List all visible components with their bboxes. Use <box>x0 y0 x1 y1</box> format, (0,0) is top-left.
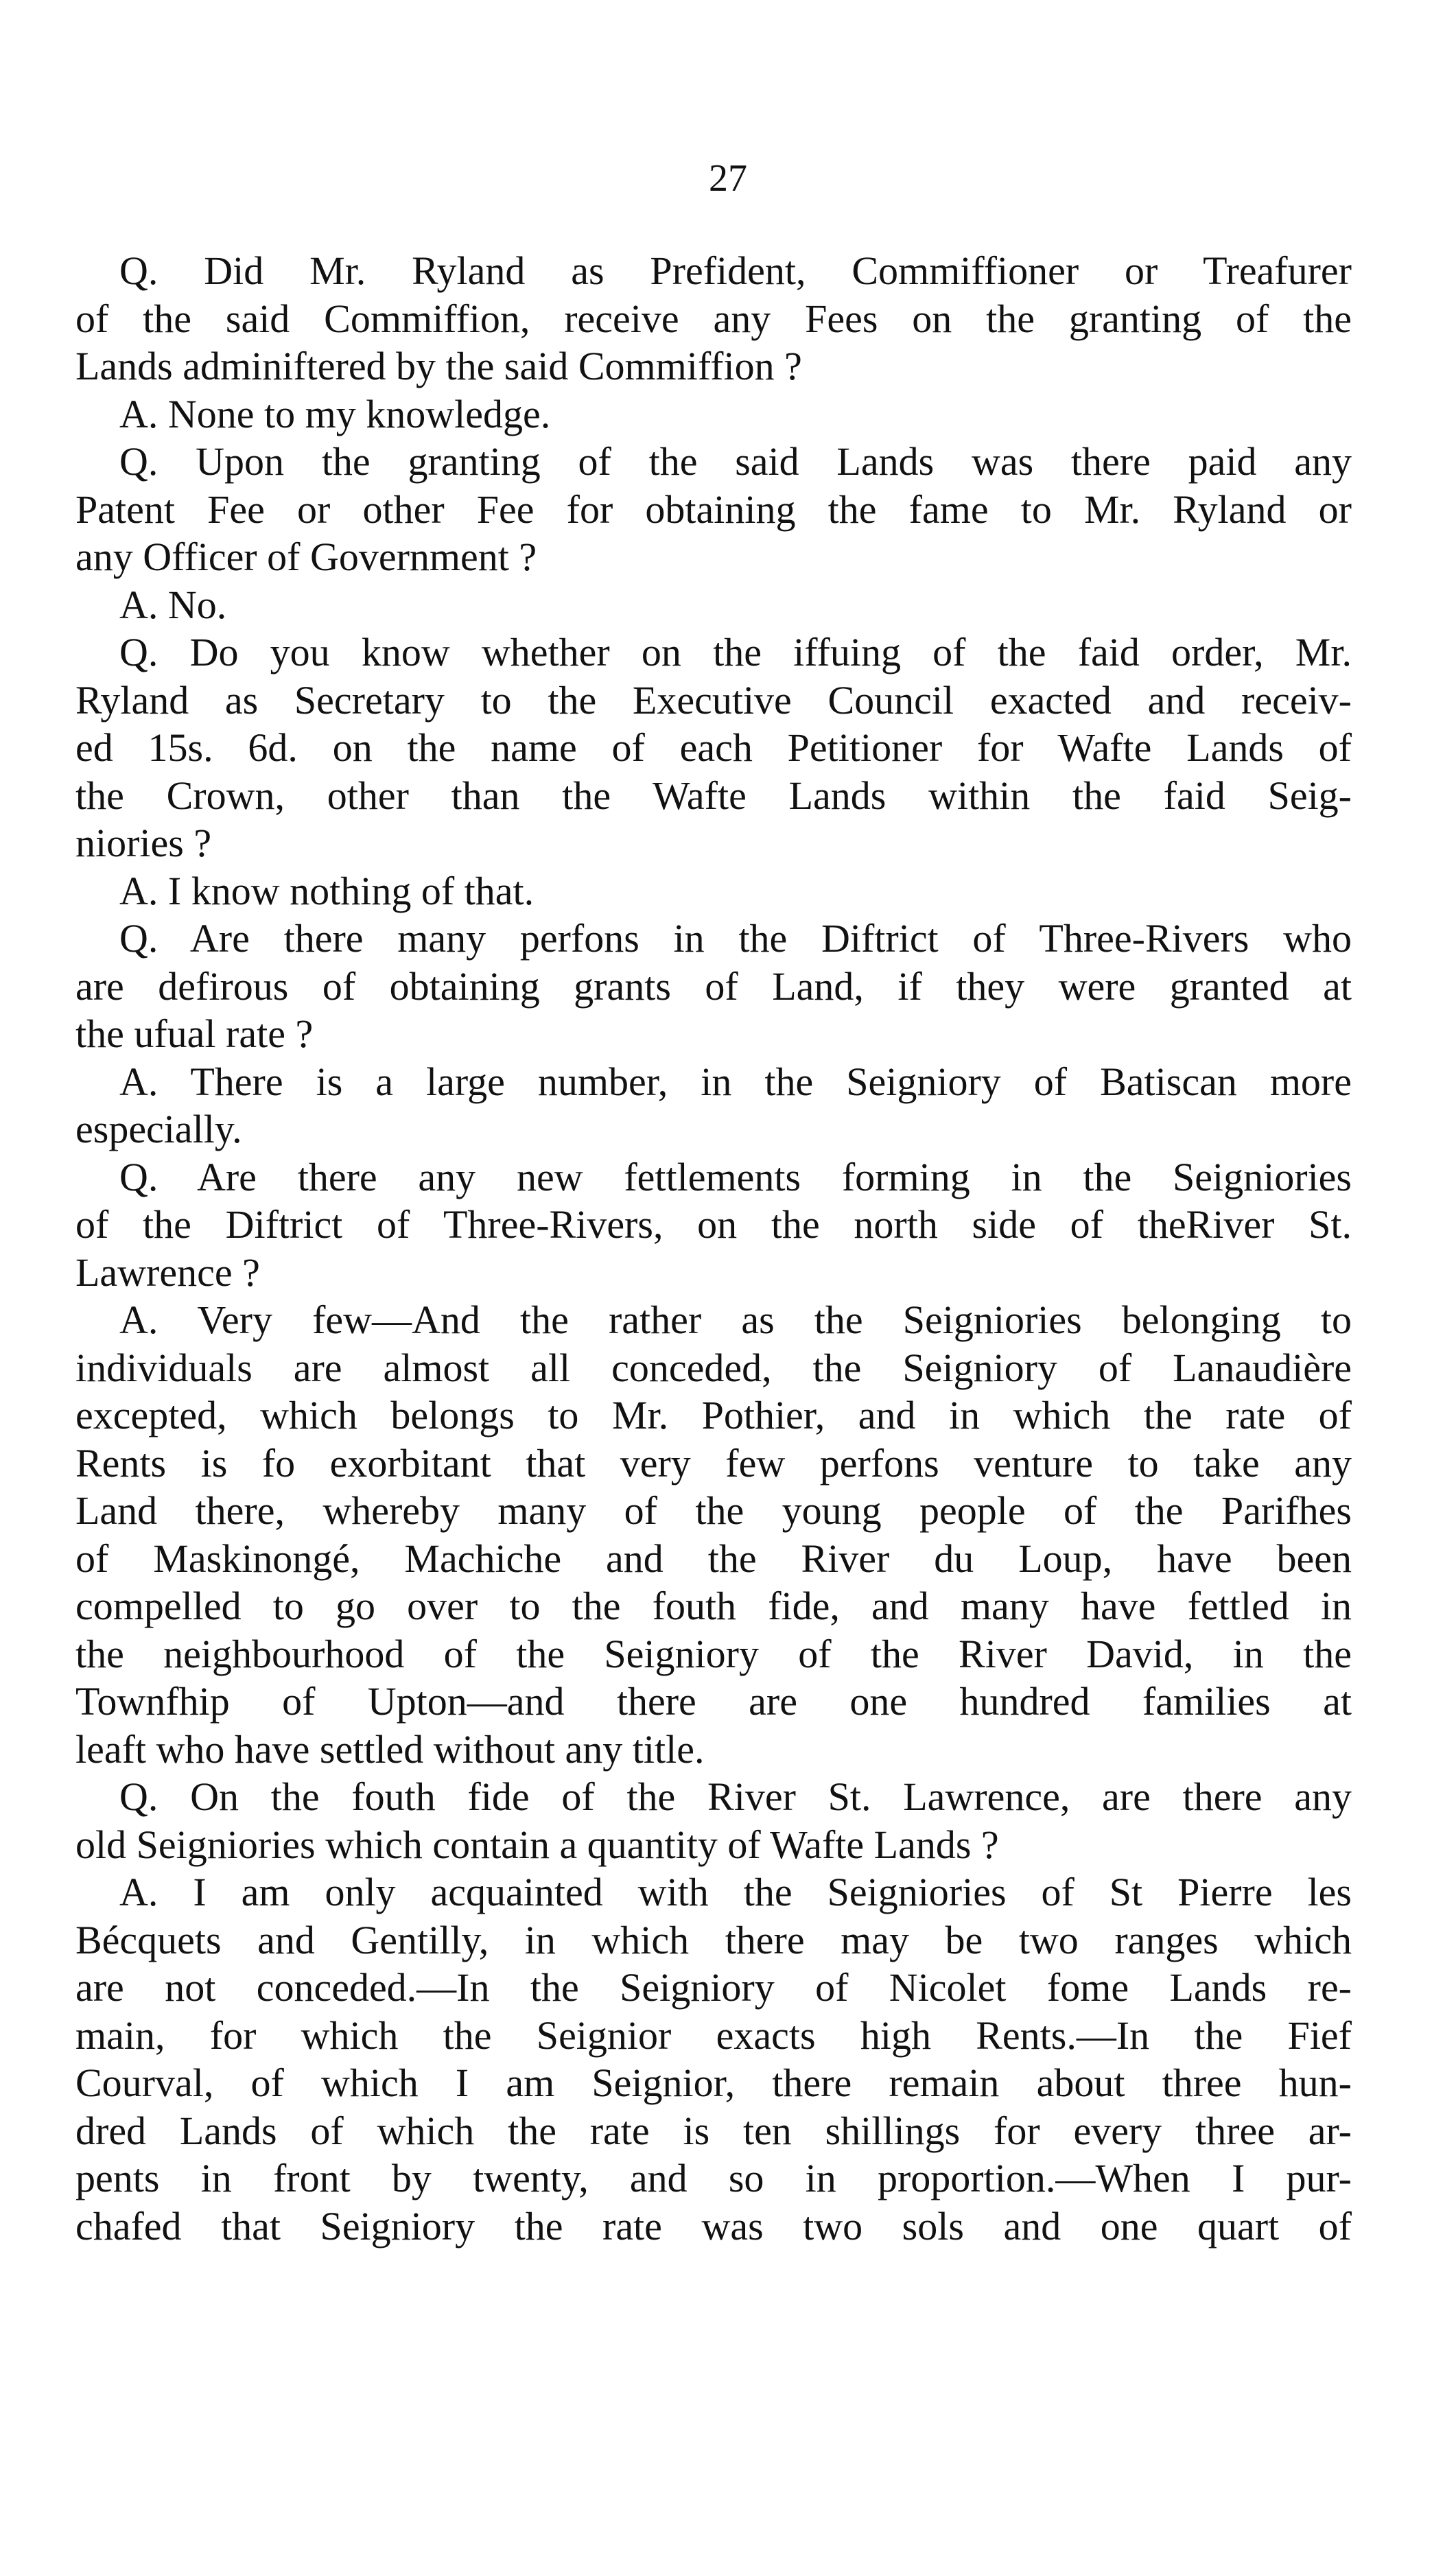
text-line: Townfhip of Upton—and there are one hundred families at <box>75 1679 1352 1724</box>
text-line: chafed that Seigniory the rate was two sols and one quart of <box>75 2203 1352 2248</box>
text-line: Bécquets and Gentilly, in which there may be two ranges which <box>75 1917 1352 1962</box>
text-line: Q. On the fouth fide of the River St. Lawrence, are there any <box>119 1774 1352 1819</box>
text-line: any Officer of Government ? <box>75 535 537 579</box>
page-number: 27 <box>709 157 747 200</box>
text-line: pents in front by twenty, and so in proportion.—When I pur- <box>75 2156 1352 2200</box>
text-line: main, for which the Seignior exacts high Rents.—In the Fief <box>75 2012 1352 2058</box>
text-line: individuals are almost all conceded, the Seigniory of Lanaudière <box>75 1345 1352 1390</box>
text-line: dred Lands of which the rate is ten shillings for every three ar- <box>75 2108 1352 2153</box>
text-line: the Crown, other than the Wafte Lands within the faid Seig- <box>75 773 1352 818</box>
text-line: the neighbourhood of the Seigniory of the River David, in the <box>75 1631 1352 1676</box>
text-line: A. I am only acquainted with the Seigniories of St Pierre les <box>119 1870 1352 1914</box>
text-line: Q. Upon the granting of the said Lands was there paid any <box>119 439 1352 484</box>
text-line: of the Diftrict of Three-Rivers, on the north side of theRiver St. <box>75 1202 1352 1247</box>
text-line: A. No. <box>119 582 227 627</box>
text-line: Patent Fee or other Fee for obtaining the fame to Mr. Ryland or <box>75 486 1352 532</box>
text-line: Courval, of which I am Seignior, there remain about three hun- <box>75 2060 1352 2105</box>
text-line: Q. Do you know whether on the iffuing of the faid order, Mr. <box>119 630 1352 674</box>
text-line: Q. Are there many perfons in the Diftrict of Three-Rivers who <box>119 916 1352 961</box>
text-line: A. Very few—And the rather as the Seigniories belonging to <box>119 1297 1352 1342</box>
text-line: Q. Did Mr. Ryland as Prefident, Commiffioner or Treafurer <box>119 248 1352 293</box>
text-line: are defirous of obtaining grants of Land, if they were granted at <box>75 963 1352 1009</box>
text-line: are not conceded.—In the Seigniory of Nicolet fome Lands re- <box>75 1965 1352 2010</box>
text-line: niories ? <box>75 821 212 865</box>
text-line: Lands adminiftered by the said Commiffion ? <box>75 344 802 388</box>
text-line: A. There is a large number, in the Seigniory of Batiscan more <box>119 1059 1352 1104</box>
body-text <box>75 247 1352 2250</box>
text-line: Q. Are there any new fettlements forming in the Seigniories <box>119 1154 1352 1199</box>
text-line: Land there, whereby many of the young people of the Parifhes <box>75 1488 1352 1533</box>
text-line: compelled to go over to the fouth fide, and many have fettled in <box>75 1584 1352 1628</box>
text-line: Lawrence ? <box>75 1249 260 1295</box>
text-line: Rents is fo exorbitant that very few perfons venture to take any <box>75 1440 1352 1485</box>
text-line: ed 15s. 6d. on the name of each Petitioner for Wafte Lands of <box>75 725 1352 770</box>
text-line: of Maskinongé, Machiche and the River du Loup, have been <box>75 1536 1352 1581</box>
text-line: A. None to my knowledge. <box>119 391 551 436</box>
text-line: of the said Commiffion, receive any Fees on the granting of the <box>75 296 1352 341</box>
text-line: Ryland as Secretary to the Executive Council exacted and receiv- <box>75 677 1352 723</box>
text-line: leaft who have settled without any title. <box>75 1726 705 1772</box>
text-line: the ufual rate ? <box>75 1011 314 1056</box>
text-line: excepted, which belongs to Mr. Pothier, and in which the rate of <box>75 1393 1352 1437</box>
text-line: A. I know nothing of that. <box>119 868 535 913</box>
text-line: especially. <box>75 1107 242 1151</box>
text-line: old Seigniories which contain a quantity of Wafte Lands ? <box>75 1822 999 1867</box>
